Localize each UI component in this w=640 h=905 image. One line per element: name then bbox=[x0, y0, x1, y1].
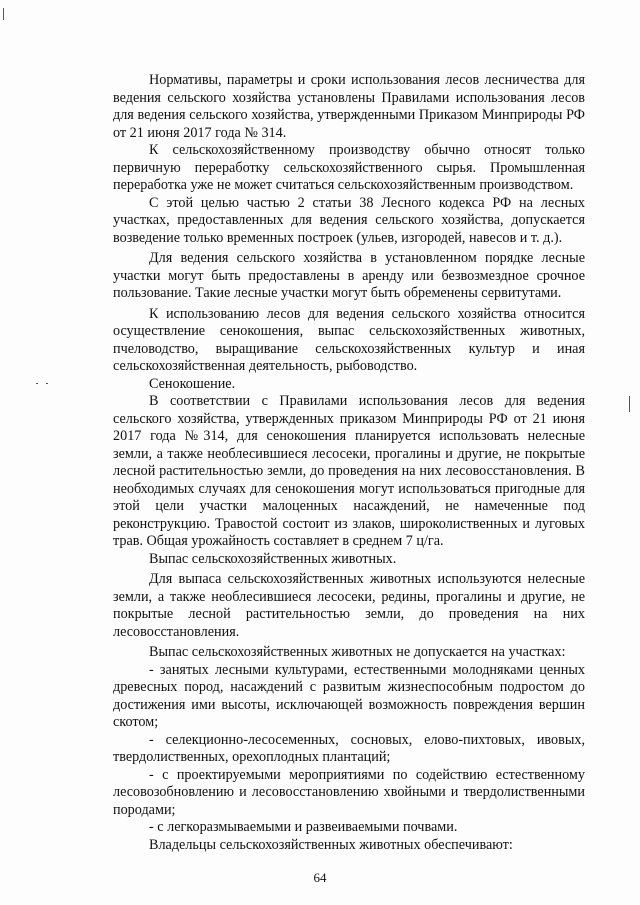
paragraph: К сельскохозяйственному производству обычно относят только первичную переработку сельскохозяйственного сырья. Промышленная переработка уже не может считаться сельскохозяйственным производством. bbox=[113, 142, 585, 193]
paragraph: Для ведения сельского хозяйства в установленном порядке лесные участки могут быть предоставлены в аренду или безвозмездное срочное пользование. Такие лесные участки могут быть обременены сервитутами. bbox=[113, 250, 585, 301]
list-item: - селекционно-лесосеменных, сосновых, елово-пихтовых, ивовых, твердолиственных, орехоплодных плантаций; bbox=[113, 731, 585, 765]
list-item: - с легкоразмываемыми и развеиваемыми почвами. bbox=[149, 819, 458, 835]
paragraph: С этой целью частью 2 статьи 38 Лесного кодекса РФ на лесных участках, предоставленных для ведения сельского хозяйства, допускается возведение только временных построек (ульев, изгородей, навесов и т. д.). bbox=[113, 194, 585, 246]
list-item: - занятых лесными культурами, естественными молодняками ценных древесных пород, насаждений с развитым жизнеспособным подростом до достижения ими высоты, исключающей возможность повреждения вершин скотом; bbox=[113, 661, 585, 730]
paragraph: К использованию лесов для ведения сельского хозяйства относится осуществление сенокошения, выпас сельскохозяйственных животных, пчеловодство, выращивание сельскохозяйственных культур и иная сельскохозяйственная деятельность, рыбоводство. bbox=[113, 305, 585, 374]
paragraph: Выпас сельскохозяйственных животных не допускается на участках: bbox=[149, 644, 566, 660]
document-body bbox=[113, 72, 585, 854]
scan-artifact bbox=[36, 383, 38, 384]
section-heading: Выпас сельскохозяйственных животных. bbox=[149, 550, 397, 567]
scan-artifact bbox=[46, 383, 48, 384]
page-number: 64 bbox=[313, 870, 327, 885]
scan-artifact bbox=[629, 396, 630, 412]
paragraph: Владельцы сельскохозяйственных животных обеспечивают: bbox=[149, 836, 513, 853]
list-item: - с проектируемыми мероприятиями по содействию естественному лесовозобновлению и лесовосстановлению хвойными и твердолиственными породами; bbox=[113, 766, 585, 818]
paragraph: В соответствии с Правилами использования лесов для ведения сельского хозяйства, утвержденных приказом Минприроды РФ от 21 июня 2017 года №314, для сенокошения планируется использовать нелесные земли, а также необлесившиеся лесосеки, прогалины и другие, не покрытые лесной растительностью земли, до проведения на них лесовосстановления. В необходимых случаях для сенокошения могут использоваться пригодные для этой цели участки малоценных насаждений, не намеченные под реконструкцию. Травостой состоит из злаков, широколиственных и луговых трав. Общая урожайность составляет в среднем 7 ц/га. bbox=[113, 393, 585, 549]
scan-artifact bbox=[3, 8, 4, 20]
section-heading: Сенокошение. bbox=[149, 375, 236, 392]
paragraph: Для выпаса сельскохозяйственных животных используются нелесные земли, а также необлесившиеся лесосеки, редины, прогалины и другие, не покрытые лесной растительностью земли, до проведения на них лесовосстановления. bbox=[113, 571, 585, 640]
paragraph: Нормативы, параметры и сроки использования лесов лесничества для ведения сельского хозяйства установлены Правилами использования лесов для ведения сельского хозяйства, утвержденными Приказом Минприроды РФ от 21 июня 2017 года № 314. bbox=[113, 72, 585, 141]
